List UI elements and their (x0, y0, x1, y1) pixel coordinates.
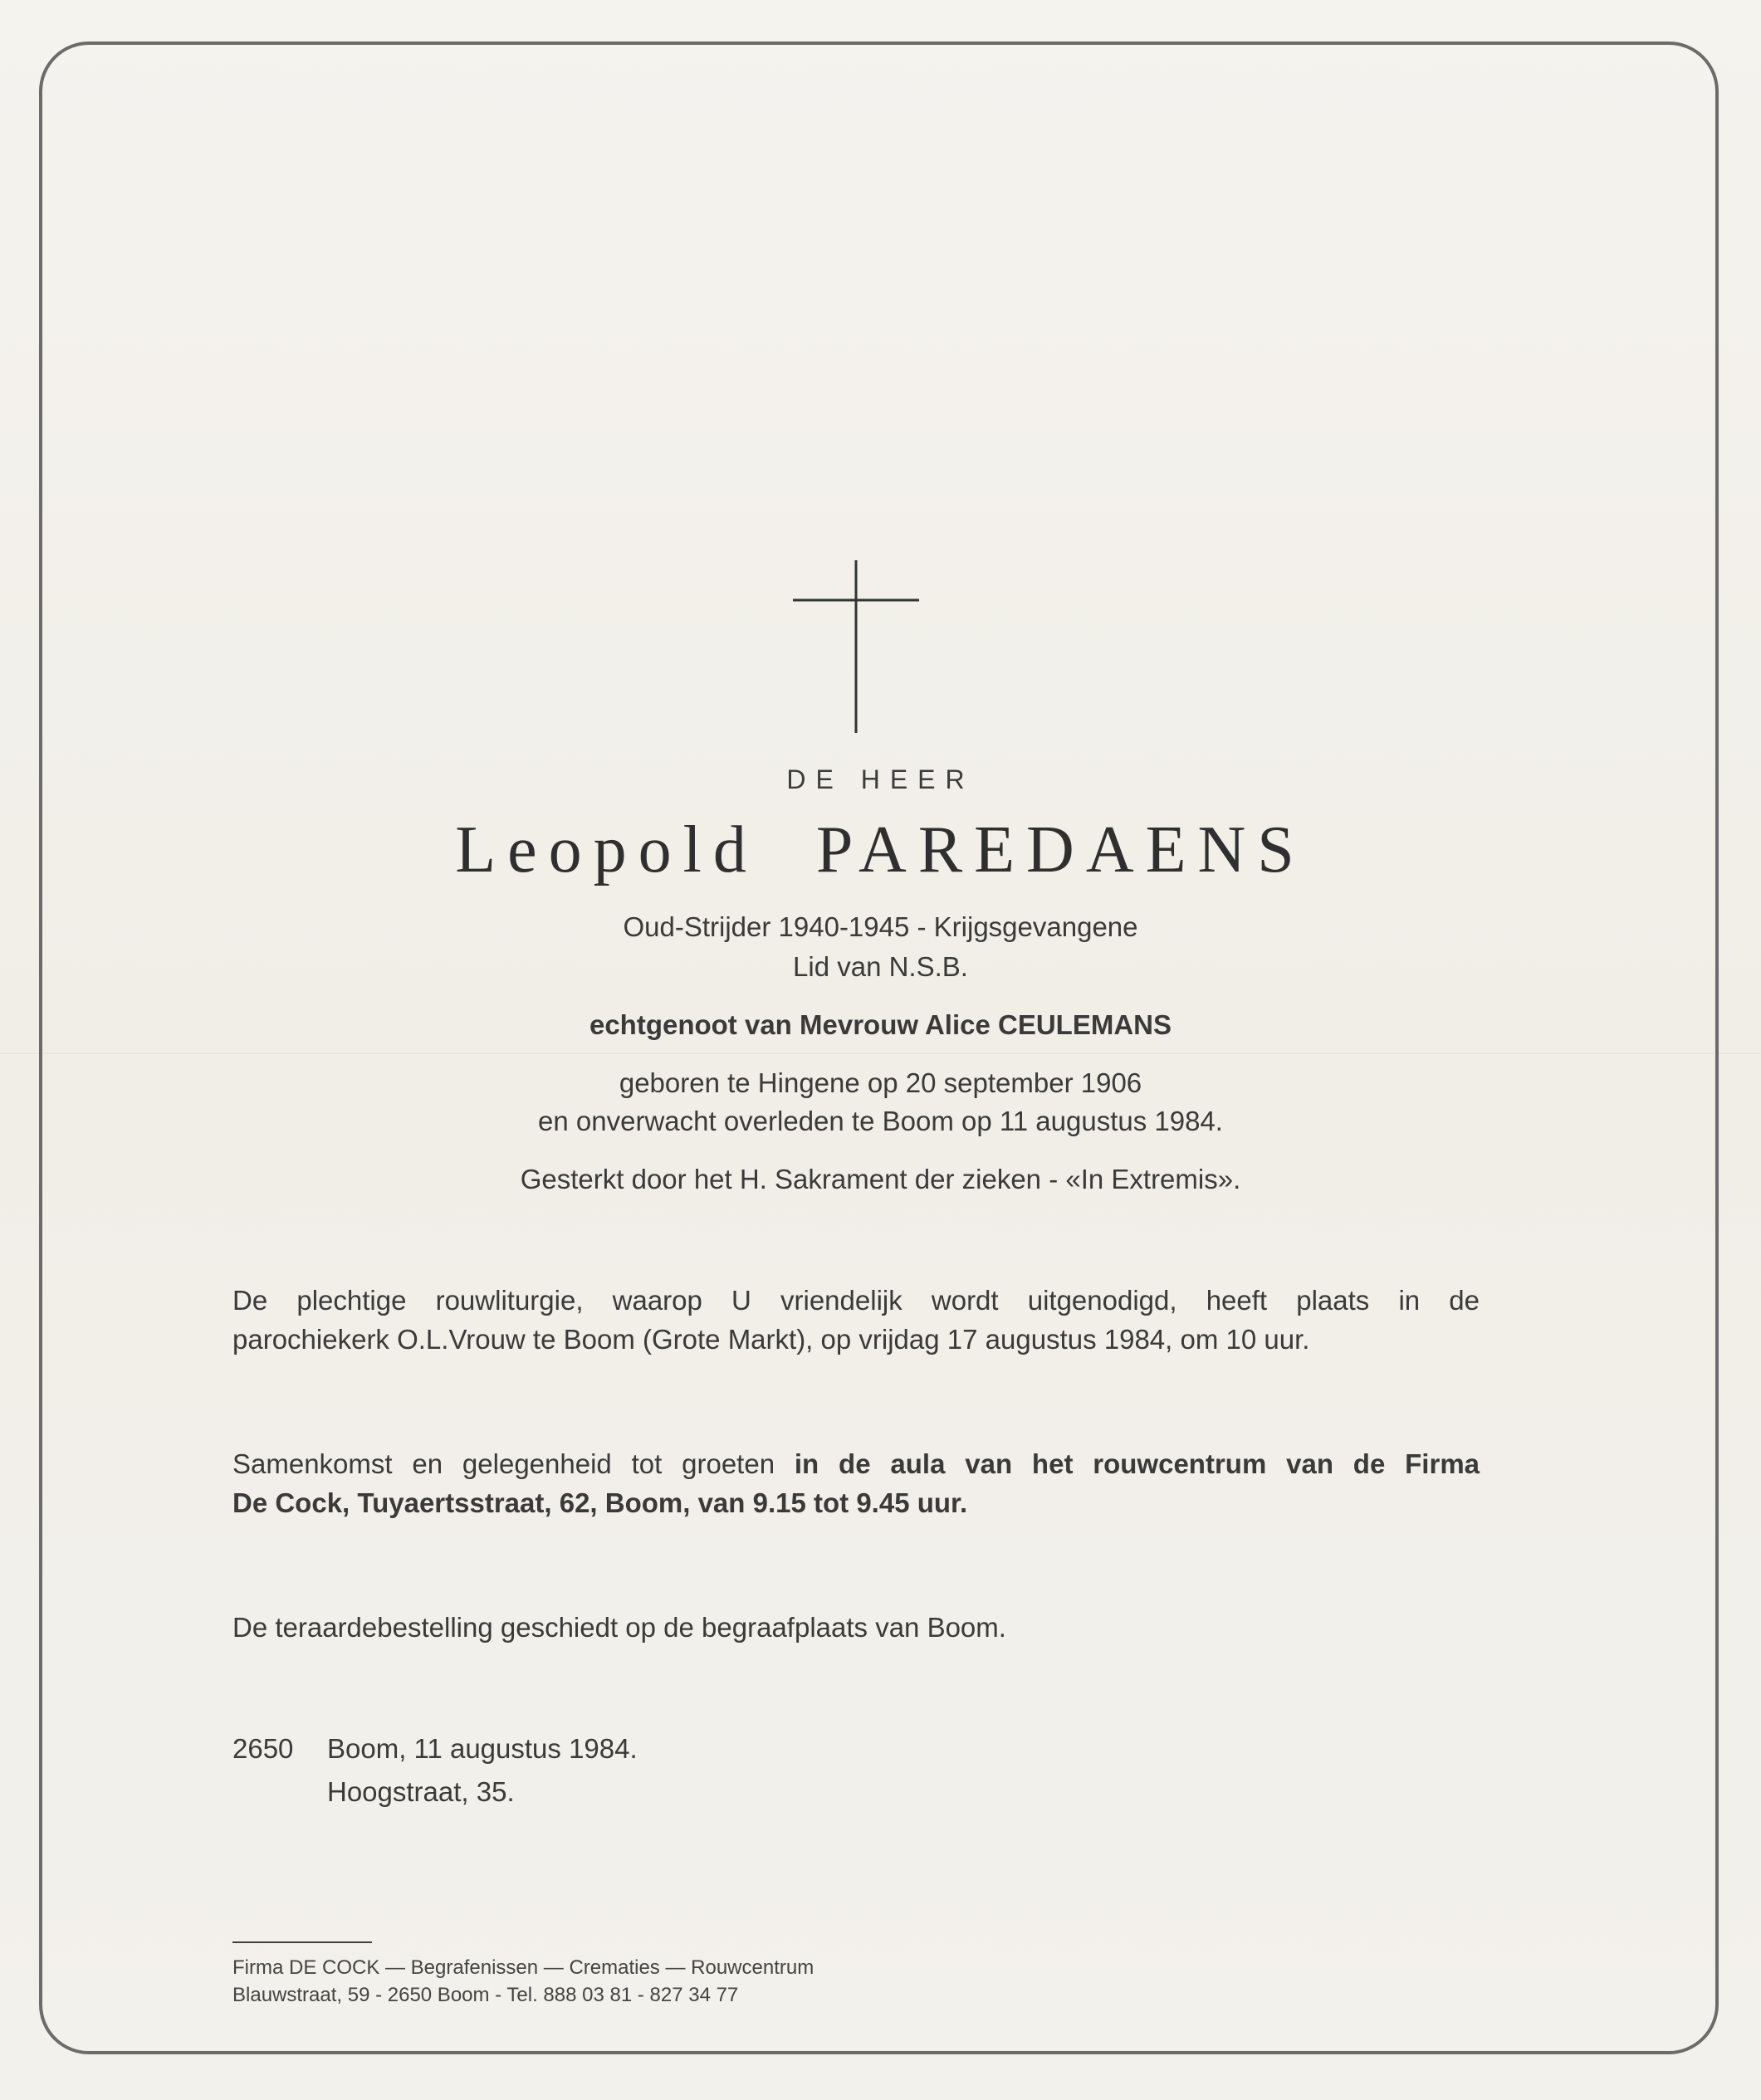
liturgy-line-1: De plechtige rouwliturgie, waarop U vriendelijk wordt uitgenodigd, heeft plaats in de (232, 1285, 1480, 1316)
first-name: Leopold (455, 813, 758, 886)
gathering-bold-text: in de aula van het rouwcentrum van de Firma (794, 1448, 1480, 1479)
gathering-plain-text: Samenkomst en gelegenheid tot groeten (232, 1448, 775, 1479)
footer-divider (232, 1941, 372, 1943)
street: Hoogstraat, 35. (327, 1776, 515, 1807)
gathering-paragraph (232, 1444, 1480, 1522)
spouse-line: echtgenoot van Mevrouw Alice CEULEMANS (589, 1009, 1172, 1040)
place-date: Boom, 11 augustus 1984. (327, 1733, 638, 1764)
honorific: DE HEER (786, 764, 975, 794)
last-name: PAREDAENS (815, 813, 1306, 886)
footer-line-2: Blauwstraat, 59 - 2650 Boom - Tel. 888 03 81 - 827 34 77 (232, 1984, 739, 2006)
burial-paragraph (232, 1608, 1480, 1647)
veteran-line: Oud-Strijder 1940-1945 - Krijgsgevangene (623, 911, 1138, 942)
address-lines (327, 1727, 638, 1814)
sacrament-line: Gesterkt door het H. Sakrament der zieken - «In Extremis». (520, 1164, 1241, 1194)
birth-line: geboren te Hingene op 20 september 1906 (619, 1067, 1142, 1098)
death-line: en onverwacht overleden te Boom op 11 augustus 1984. (538, 1106, 1223, 1136)
gathering-line-2: De Cock, Tuyaertsstraat, 62, Boom, van 9.15 tot 9.45 uur. (232, 1487, 968, 1518)
liturgy-paragraph (232, 1281, 1480, 1359)
burial-line: De teraardebestelling geschiedt op de begraafplaats van Boom. (232, 1612, 1006, 1643)
footer-line-1: Firma DE COCK — Begrafenissen — Crematies — Rouwcentrum (232, 1956, 814, 1979)
postcode: 2650 (232, 1733, 294, 1764)
deceased-name (0, 808, 1761, 891)
cross-icon (793, 560, 919, 733)
liturgy-line-2: parochiekerk O.L.Vrouw te Boom (Grote Markt), op vrijdag 17 augustus 1984, om 10 uur. (232, 1324, 1310, 1355)
gathering-line-1 (232, 1444, 1480, 1483)
undertaker-footer (232, 1954, 814, 2009)
membership-line: Lid van N.S.B. (793, 951, 968, 982)
